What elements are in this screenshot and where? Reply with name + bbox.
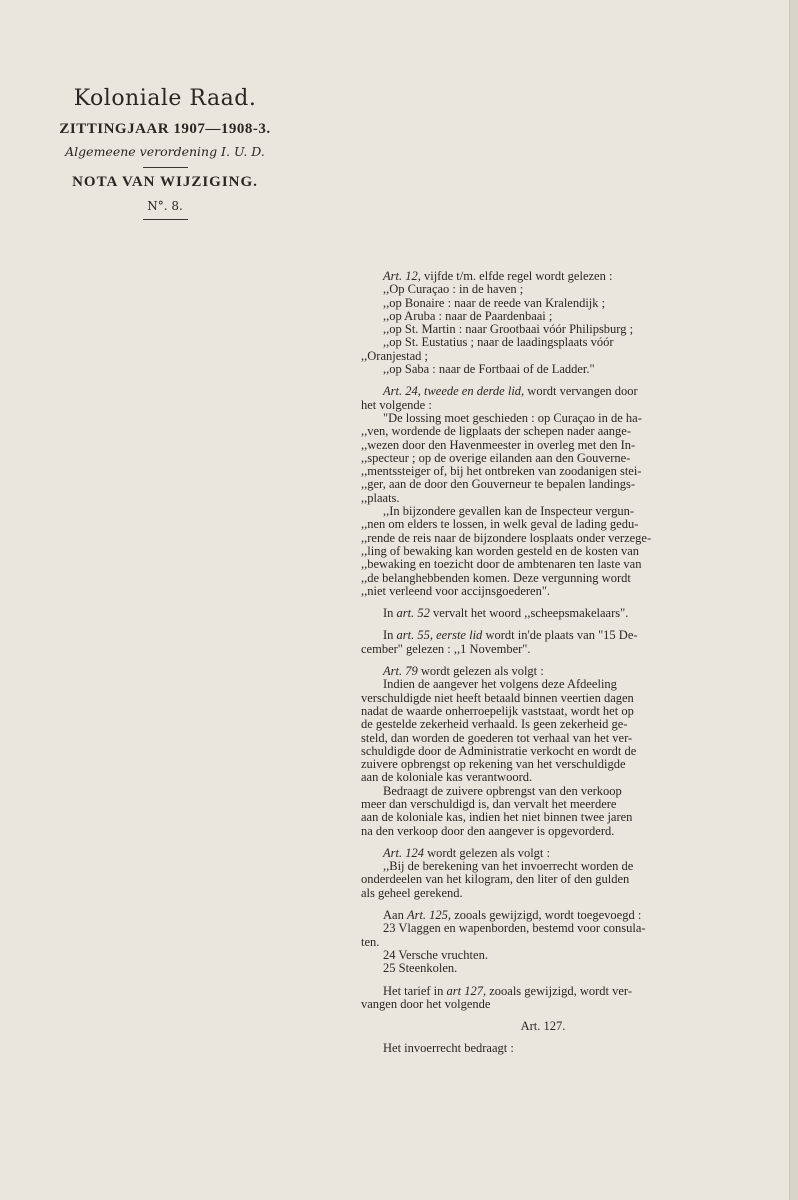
art124-line: als geheel gerekend. [361,885,463,900]
header-divider-bottom [143,219,188,220]
art124-lead-text: wordt gelezen als volgt : [423,845,550,860]
art52-post: vervalt het woord ,,scheepsmakelaars". [429,606,629,621]
art127-lead [361,985,725,998]
art79-line: meer dan verschuldigd is, dan vervalt het meerdere [361,796,617,811]
art12-line: ,,op Aruba : naar de Paardenbaai ; [383,308,553,323]
art24-line: ,,rende de reis naar de bijzondere losplaats onder verzege- [361,530,652,545]
section-art124 [361,847,725,900]
art24-line: ,,de belanghebbenden komen. Deze vergunning wordt [361,570,631,585]
art24-line: het volgende : [361,397,432,412]
art127-final: Het invoerrecht bedraagt : [383,1041,514,1056]
art79-line: Bedraagt de zuivere opbrengst van den verkoop [383,783,622,798]
section-art52 [361,607,725,620]
art24-line: ,,plaats. [361,490,400,505]
art24-line: ,,ger, aan de door den Gouverneur te bepalen landings- [361,477,636,492]
page-edge [789,0,798,1200]
art52-ref: art. 52 [396,606,430,621]
art79-lead [361,665,725,678]
art24-line: ,,wezen door den Havenmeester in overleg met den In- [361,437,636,452]
art79-line: verschuldigde niet heeft betaald binnen veertien dagen [361,690,634,705]
art127-post: zooals gewijzigd, wordt ver- [486,983,632,998]
art24-ref: Art. 24, tweede en derde lid, [383,384,525,399]
section-art24 [361,385,725,598]
art79-line: na den verkoop door den aangever is opgevorderd. [361,823,615,838]
nota-number: N°. 8. [147,199,183,213]
art125-ref: Art. 125, [406,908,452,923]
art125-pre: Aan [383,908,407,923]
document-header [40,86,290,226]
art12-lead [361,270,725,283]
section-art127 [361,985,725,1012]
amendment-body [361,270,725,1061]
art55-ref: art. 55, eerste lid [396,628,483,643]
art12-line: ,,op St. Eustatius ; naar de laadingsplaats vóór [383,335,614,350]
art24-line: ,,nen om elders te lossen, in welk geval de lading gedu- [361,517,639,532]
art79-line: zuivere opbrengst op rekening van het verschuldigde [361,757,626,772]
art55-post: wordt in'de plaats van "15 De- [482,628,638,643]
art79-line: steld, dan worden de goederen tot verhaal van het ver- [361,730,633,745]
art24-line: ,,ven, wordende de ligplaats der schepen nader aange- [361,424,632,439]
section-art125 [361,909,725,975]
art24-line: ,,niet verleend voor accijnsgoederen". [361,583,551,598]
art24-line: ,,bewaking en toezicht door de ambtenaren ten laste van [361,557,642,572]
session-year: ZITTINGJAAR 1907—1908-3. [59,121,271,137]
council-title: Koloniale Raad. [73,86,257,111]
art124-lead [361,847,725,860]
art79-lead-text: wordt gelezen als volgt : [417,664,544,679]
art125-lead [361,909,725,922]
section-art12 [361,270,725,376]
art124-line: ,,Bij de berekening van het invoerrecht worden de [383,859,634,874]
art24-line: ,,specteur ; op de overige eilanden aan den Gouverne- [361,450,631,465]
art79-line: nadat de waarde onherroepelijk vaststaat, wordt het op [361,703,634,718]
art79-line: de gestelde zekerheid verhaald. Is geen zekerheid ge- [361,717,628,732]
art12-line: ,,op Bonaire : naar de reede van Kralendijk ; [383,295,606,310]
art79-line: aan de koloniale kas, indien het niet binnen twee jaren [361,810,633,825]
art55-line2: cember" gelezen : ,,1 November". [361,641,531,656]
art52-line [361,607,725,620]
ordinance-subtitle: Algemeene verordening I. U. D. [65,144,265,159]
art55-line [361,629,725,642]
art127-pre: Het tarief in [383,983,447,998]
art127-heading: Art. 127. [520,1019,566,1034]
art24-line: ,,ling of bewaking kan worden gesteld en de kosten van [361,543,640,558]
art79-line: schuldigde door de Administratie verkocht en wordt de [361,743,637,758]
section-art55 [361,629,725,656]
art125-item: 23 Vlaggen en wapenborden, bestemd voor consula- [383,921,646,936]
art55-pre: In [383,628,397,643]
art24-lead-text: wordt vervangen door [524,384,638,399]
art125-item-cont: ten. [361,934,380,949]
art125-item: 24 Versche vruchten. [383,947,488,962]
art52-pre: In [383,606,397,621]
header-divider [143,167,188,168]
art79-ref: Art. 79 [383,664,418,679]
art125-post: zooals gewijzigd, wordt toegevoegd : [451,908,642,923]
art125-item: 25 Steenkolen. [383,961,458,976]
art12-lead-text: vijfde t/m. elfde regel wordt gelezen : [420,269,613,283]
art12-line: ,,op St. Martin : naar Grootbaai vóór Philipsburg ; [383,322,634,337]
art124-ref: Art. 124 [383,845,424,860]
art12-line: ,,Op Curaçao : in de haven ; [383,282,524,297]
nota-heading: NOTA VAN WIJZIGING. [72,174,258,190]
art24-line: ,,mentssteiger of, bij het ontbreken van zoodanigen stei- [361,464,642,479]
art124-line: onderdeelen van het kilogram, den liter of den gulden [361,872,630,887]
art127-line2: vangen door het volgende [361,996,491,1011]
art12-line: ,,Oranjestad ; [361,348,428,363]
art24-line: ,,In bijzondere gevallen kan de Inspecteur vergun- [383,504,635,519]
art24-lead [361,385,725,398]
art12-ref: Art. 12, [383,269,421,283]
art12-line: ,,op Saba : naar de Fortbaai of de Ladder." [383,362,595,377]
art127-final-block [361,1042,725,1055]
section-art79 [361,665,725,838]
art24-line: "De lossing moet geschieden : op Curaçao in de ha- [383,410,642,425]
art79-line: aan de koloniale kas verantwoord. [361,770,533,785]
art127-ref: art 127, [446,983,487,998]
art79-line: Indien de aangever het volgens deze Afdeeling [383,677,617,692]
